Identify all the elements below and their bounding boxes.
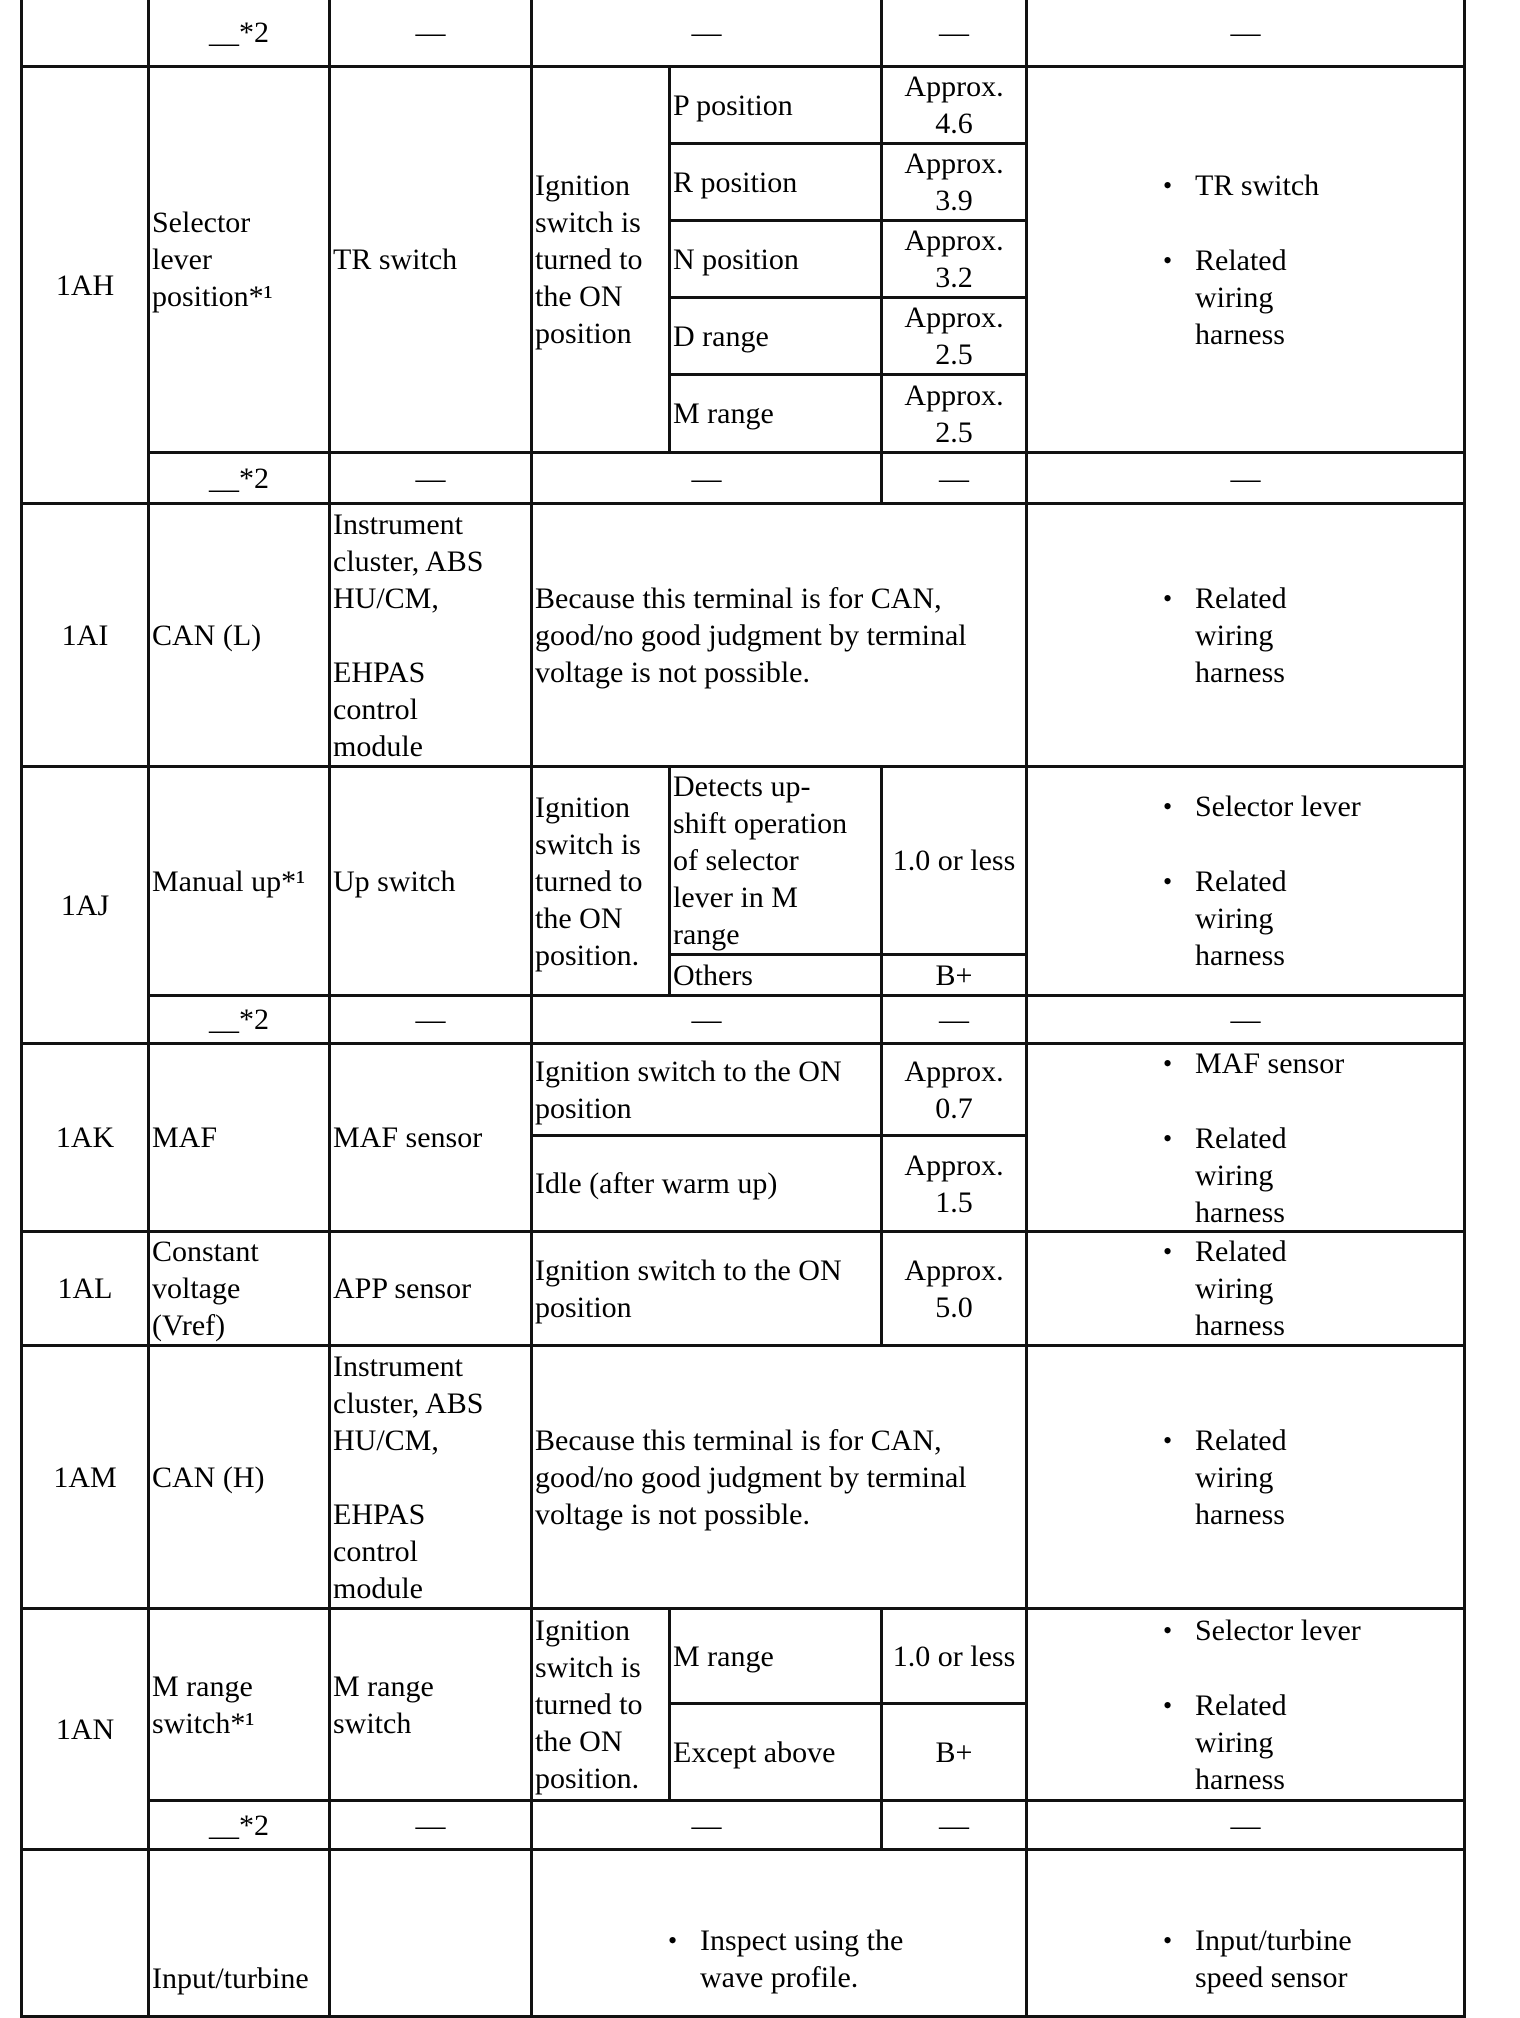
pos-volt-1AH-3	[880, 296, 1028, 376]
position-label: M range	[673, 397, 774, 430]
top-dash-check	[1025, 0, 1466, 68]
position-label: P position	[673, 88, 793, 122]
dash-cell	[328, 994, 533, 1045]
terminal-1AK	[20, 1042, 150, 1233]
dash: —	[691, 461, 722, 495]
voltage-value: Approx. 1.5	[904, 1148, 1004, 1219]
signal-1AM	[147, 1344, 331, 1610]
check-1AJ	[1025, 765, 1466, 997]
pos-label-1AH-0	[668, 65, 883, 145]
note-1AI	[530, 502, 1028, 768]
pos-volt-1AH-1	[880, 142, 1028, 222]
voltage-value: 1.0 or less	[892, 844, 1016, 877]
dash: —	[1230, 1003, 1261, 1036]
terminal-id: 1AL	[57, 1272, 113, 1305]
signal-1AJ	[147, 765, 331, 997]
check-1AL	[1025, 1230, 1466, 1347]
top-dash-connected	[328, 0, 533, 68]
voltage-value: Approx. 2.5	[904, 301, 1004, 371]
connected-last	[328, 1848, 533, 2018]
sub-marker-text: __*2	[209, 1808, 269, 1842]
can-note: Because this terminal is for CAN, good/no good judgment by terminal voltage is not possible.	[535, 1423, 967, 1531]
dash-cell	[328, 451, 533, 505]
signal-name: Selector lever position*¹	[152, 206, 273, 313]
position-label: N position	[673, 242, 799, 276]
voltage-value: 1.0 or less	[892, 1639, 1016, 1673]
connected-1AK	[328, 1042, 533, 1233]
case-volt-1AN-1	[880, 1702, 1028, 1802]
terminal-id: 1AI	[61, 618, 109, 652]
connected-to: Instrument cluster, ABS HU/CM, EHPAS control module	[333, 507, 484, 763]
dash: —	[415, 461, 446, 495]
condition-1AL	[530, 1230, 883, 1347]
check-item: • Selector lever	[1195, 788, 1461, 825]
top-dash-voltage	[880, 0, 1028, 68]
pos-volt-1AH-4	[880, 373, 1028, 454]
note-1AM	[530, 1344, 1028, 1610]
terminal-id: 1AJ	[60, 888, 110, 922]
dash-cell	[530, 994, 883, 1045]
dash-cell	[1025, 451, 1466, 505]
check-1AH	[1025, 65, 1466, 454]
test-condition: Ignition switch is turned to the ON position	[535, 169, 643, 350]
check-item: • TR switch	[1195, 167, 1461, 204]
condition-1AH	[530, 65, 671, 454]
dash-cell	[880, 451, 1028, 505]
position-label: D range	[673, 319, 769, 353]
voltage-value: Approx. 3.9	[904, 147, 1004, 217]
case-volt-1AK-0	[880, 1042, 1028, 1137]
connected-1AH	[328, 65, 533, 454]
dash-cell	[880, 994, 1028, 1045]
case-label: Ignition switch to the ON position	[535, 1054, 842, 1125]
check-item: • Input/turbine speed sensor	[1195, 1922, 1461, 1996]
check-1AN	[1025, 1607, 1466, 1802]
test-condition: Ignition switch is turned to the ON position.	[535, 1614, 643, 1795]
test-condition: Ignition switch to the ON position	[535, 1253, 842, 1324]
dash: —	[691, 1003, 722, 1036]
connected-1AN	[328, 1607, 533, 1802]
terminal-id: 1AM	[53, 1460, 117, 1494]
check-last	[1025, 1848, 1466, 2018]
sub-marker-text: __*2	[209, 461, 269, 495]
check-item: • Related wiring harness	[1195, 1422, 1461, 1533]
signal-name: Input/turbine	[152, 1962, 309, 1995]
case-label-1AK-1	[530, 1134, 883, 1233]
case-label: Detects up- shift operation of selector lever in M range	[673, 770, 848, 951]
terminal-1AL	[20, 1230, 150, 1347]
signal-1AK	[147, 1042, 331, 1233]
connected-1AL	[328, 1230, 533, 1347]
terminal-1AH	[20, 65, 150, 505]
signal-1AH	[147, 65, 331, 454]
top-terminal-cell	[20, 0, 150, 68]
case-volt-1AJ-1	[880, 953, 1028, 997]
connected-to: M range switch	[333, 1669, 434, 1740]
dash: —	[691, 15, 722, 49]
connected-to: Up switch	[333, 864, 456, 898]
case-label-1AN-0	[668, 1607, 883, 1705]
dash: —	[939, 15, 969, 49]
case-label: Others	[673, 958, 753, 992]
voltage-value: Approx. 5.0	[904, 1253, 1004, 1324]
pos-label-1AH-3	[668, 296, 883, 376]
check-1AK	[1025, 1042, 1466, 1233]
dash: —	[415, 15, 446, 49]
dash: —	[1230, 1808, 1261, 1842]
pos-volt-1AH-0	[880, 65, 1028, 145]
terminal-1AI	[20, 502, 150, 768]
dash: —	[939, 1808, 969, 1842]
case-volt-1AJ-0	[880, 765, 1028, 956]
voltage-value: Approx. 4.6	[904, 70, 1004, 140]
volt-1AL	[880, 1230, 1028, 1347]
condition-1AJ	[530, 765, 671, 997]
pos-label-1AH-1	[668, 142, 883, 222]
condition-last	[530, 1848, 1028, 2018]
test-condition: Ignition switch is turned to the ON position.	[535, 790, 643, 972]
check-item: • Related wiring harness	[1195, 242, 1461, 353]
signal-last	[147, 1848, 331, 2018]
connected-1AI	[328, 502, 533, 768]
check-item: • Related wiring harness	[1195, 1120, 1461, 1231]
pos-label-1AH-2	[668, 219, 883, 299]
dash: —	[691, 1808, 722, 1842]
dash: —	[415, 1003, 446, 1036]
check-1AM	[1025, 1344, 1466, 1610]
check-item: • Selector lever	[1195, 1612, 1461, 1649]
connected-to: MAF sensor	[333, 1121, 483, 1154]
terminal-last	[20, 1848, 150, 2018]
terminal-id: 1AH	[55, 268, 115, 302]
sub-marker-text: __*2	[209, 1003, 269, 1036]
terminal-1AJ	[20, 765, 150, 1045]
voltage-value: Approx. 0.7	[904, 1054, 1004, 1125]
sub-marker-text: __*2	[209, 15, 269, 49]
signal-name: M range switch*¹	[152, 1669, 255, 1740]
signal-name: Constant voltage (Vref)	[152, 1235, 259, 1342]
dash-cell	[880, 1799, 1028, 1851]
voltage-value: B+	[935, 958, 973, 992]
position-label: R position	[673, 165, 798, 199]
case-label-1AJ-1	[668, 953, 883, 997]
case-label: Idle (after warm up)	[535, 1167, 778, 1200]
check-item: • MAF sensor	[1195, 1045, 1461, 1082]
check-item: • Related wiring harness	[1195, 1233, 1461, 1344]
case-volt-1AN-0	[880, 1607, 1028, 1705]
condition-1AN	[530, 1607, 671, 1802]
terminal-1AN	[20, 1607, 150, 1851]
case-label-1AN-1	[668, 1702, 883, 1802]
check-1AI	[1025, 502, 1466, 768]
dash-cell	[530, 1799, 883, 1851]
voltage-value: Approx. 3.2	[904, 224, 1004, 294]
dash: —	[415, 1808, 446, 1842]
sub-marker-1AN	[147, 1799, 331, 1851]
signal-1AN	[147, 1607, 331, 1802]
top-dash-condition	[530, 0, 883, 68]
terminal-1AM	[20, 1344, 150, 1610]
dash: —	[1230, 15, 1261, 49]
check-item: • Related wiring harness	[1195, 1687, 1461, 1798]
case-volt-1AK-1	[880, 1134, 1028, 1233]
signal-name: CAN (L)	[152, 618, 262, 652]
pos-volt-1AH-2	[880, 219, 1028, 299]
dash-cell	[1025, 994, 1466, 1045]
connected-to: TR switch	[333, 243, 458, 276]
dash: —	[939, 461, 969, 495]
terminal-id: 1AK	[55, 1121, 115, 1154]
connected-1AJ	[328, 765, 533, 997]
connected-to: Instrument cluster, ABS HU/CM, EHPAS control module	[333, 1349, 484, 1605]
pos-label-1AH-4	[668, 373, 883, 454]
dash-cell	[530, 451, 883, 505]
connected-to: APP sensor	[333, 1272, 472, 1305]
dash-cell	[328, 1799, 533, 1851]
check-item: • Related wiring harness	[1195, 863, 1461, 974]
case-label: M range	[673, 1639, 774, 1673]
check-item: • Related wiring harness	[1195, 580, 1461, 691]
case-label-1AK-0	[530, 1042, 883, 1137]
voltage-value: B+	[935, 1735, 973, 1769]
dash: —	[939, 1003, 969, 1036]
signal-1AL	[147, 1230, 331, 1347]
sub-marker-1AH	[147, 451, 331, 505]
signal-name: MAF	[152, 1121, 218, 1154]
signal-1AI	[147, 502, 331, 768]
can-note: Because this terminal is for CAN, good/no good judgment by terminal voltage is not possible.	[535, 581, 967, 689]
case-label-1AJ-0	[668, 765, 883, 956]
signal-name: Manual up*¹	[152, 864, 306, 898]
top-sub-marker	[147, 0, 331, 68]
dash-cell	[1025, 1799, 1466, 1851]
connected-1AM	[328, 1344, 533, 1610]
sub-marker-1AJ	[147, 994, 331, 1045]
signal-name: CAN (H)	[152, 1460, 265, 1494]
condition-bullet: • Inspect using the wave profile.	[700, 1922, 1023, 1996]
case-label: Except above	[673, 1735, 836, 1769]
dash: —	[1230, 461, 1261, 495]
terminal-id: 1AN	[55, 1712, 115, 1746]
voltage-value: Approx. 2.5	[904, 378, 1004, 449]
